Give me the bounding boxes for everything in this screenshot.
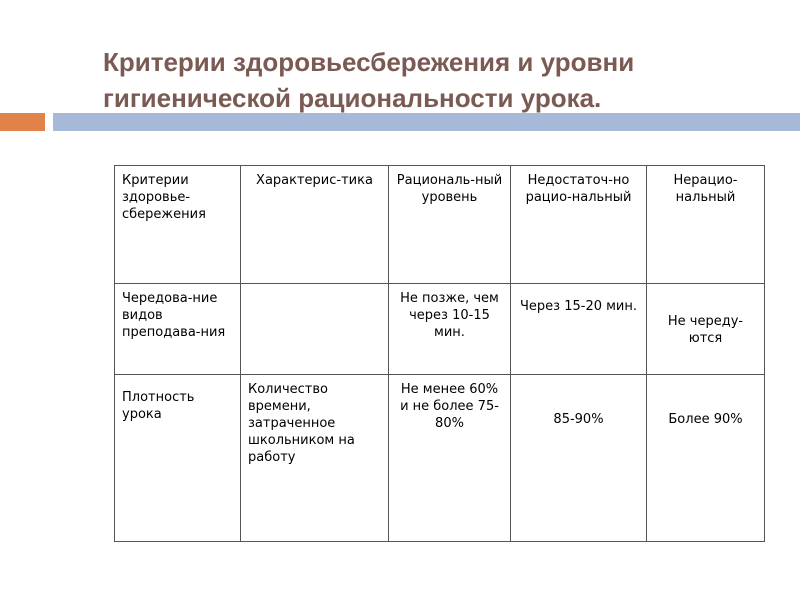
header-characteristic: Характерис-тика [241,166,389,284]
accent-bar-orange [0,113,45,131]
cell-characteristic: Количество времени, затраченное школьником на работу [241,375,389,542]
cell-insufficient: 85-90% [511,375,647,542]
cell-rational: Не позже, чем через 10-15 мин. [389,284,511,375]
cell-rational: Не менее 60% и не более 75-80% [389,375,511,542]
table-header-row [115,166,765,284]
cell-insufficient: Через 15-20 мин. [511,284,647,375]
cell-irrational: Более 90% [647,375,765,542]
slide-title [103,44,783,116]
criteria-table [114,165,765,542]
accent-bar-blue [53,113,800,131]
table-row [115,284,765,375]
slide-title-line-1: Критерии здоровьесбережения и уровни [103,47,635,77]
table-row [115,375,765,542]
header-insufficiently-rational: Недостаточ-но рацио-нальный [511,166,647,284]
slide-title-line-2: гигиенической рациональности урока. [103,83,602,113]
header-rational-level: Рациональ-ный уровень [389,166,511,284]
cell-characteristic [241,284,389,375]
cell-criterion: Чередова-ние видов преподава-ния [115,284,241,375]
header-irrational: Нерацио-нальный [647,166,765,284]
header-criteria: Критерии здоровье-сбережения [115,166,241,284]
cell-irrational: Не череду-ются [647,284,765,375]
cell-criterion: Плотность урока [115,375,241,542]
